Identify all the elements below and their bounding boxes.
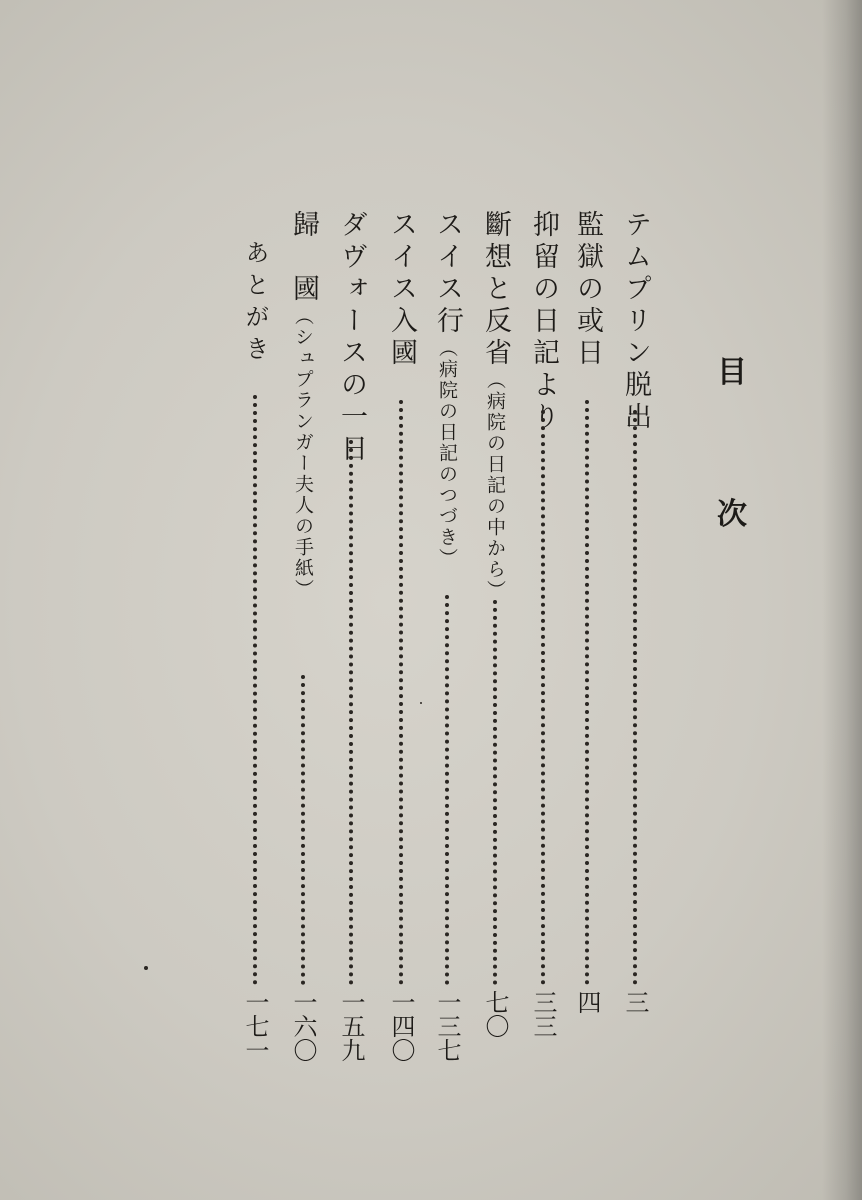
toc-entry: [334, 210, 368, 1062]
toc-heading-char-2: 次: [717, 497, 747, 532]
dot-leader: [399, 400, 403, 985]
subtitle-text: （病院の日記のつづき）: [436, 338, 458, 569]
title-text: 監獄の或日: [572, 210, 603, 370]
title-text: あとがき: [241, 240, 269, 368]
title-text: 抑留の日記より: [528, 210, 559, 434]
toc-page-number: 三三: [529, 990, 557, 1038]
toc-entry: [478, 210, 512, 1038]
toc-entry-title: [478, 210, 512, 601]
dot-leader: [541, 410, 545, 985]
ink-speck: [420, 702, 422, 704]
toc-entry-title: [238, 240, 272, 368]
toc-page-number: 一七一: [241, 990, 269, 1062]
toc-entry-title: [384, 210, 418, 370]
subtitle-text: （シュプランガー夫人の手紙）: [292, 306, 314, 600]
toc-entry: [526, 210, 560, 1038]
dot-leader: [585, 400, 589, 985]
dot-leader: [633, 410, 637, 985]
title-text: テムプリン脱出: [620, 210, 651, 434]
toc-entry: [618, 210, 652, 1030]
toc-entry: [286, 210, 320, 1062]
dot-leader: [349, 440, 353, 985]
toc-page-number: 七〇: [481, 990, 509, 1038]
toc-entry: [384, 210, 418, 1062]
toc-entry: [238, 240, 272, 1060]
toc-entry: [430, 210, 464, 1062]
toc-entry: [570, 210, 604, 1030]
toc-entry-title: [570, 210, 604, 370]
toc-heading-char-1: 目: [717, 355, 747, 390]
toc-entry-title: [334, 210, 368, 466]
dot-leader: [253, 395, 257, 985]
page-edge-shadow: [822, 0, 862, 1200]
subtitle-text: （病院の日記の中から）: [484, 370, 506, 601]
dot-leader: [445, 595, 449, 985]
toc-entry-title: [526, 210, 560, 434]
title-text: 歸 國: [288, 210, 319, 306]
toc-entry-title: [618, 210, 652, 434]
ink-speck: [144, 966, 148, 970]
toc-page-number: 一四〇: [387, 990, 415, 1062]
toc-entry-title: [286, 210, 320, 600]
dot-leader: [301, 675, 305, 985]
toc-page-number: 一六〇: [289, 990, 317, 1062]
toc-page-number: 一五九: [337, 990, 365, 1062]
title-text: スイス入國: [386, 210, 417, 370]
toc-entry-title: [430, 210, 464, 569]
title-text: ダヴォースの一日: [336, 210, 367, 466]
title-text: スイス行: [432, 210, 463, 338]
dot-leader: [493, 600, 497, 985]
toc-page-number: 四: [573, 990, 601, 1014]
title-text: 斷想と反省: [480, 210, 511, 370]
toc-page-number: 一三七: [433, 990, 461, 1062]
toc-page-number: 三: [621, 990, 649, 1014]
